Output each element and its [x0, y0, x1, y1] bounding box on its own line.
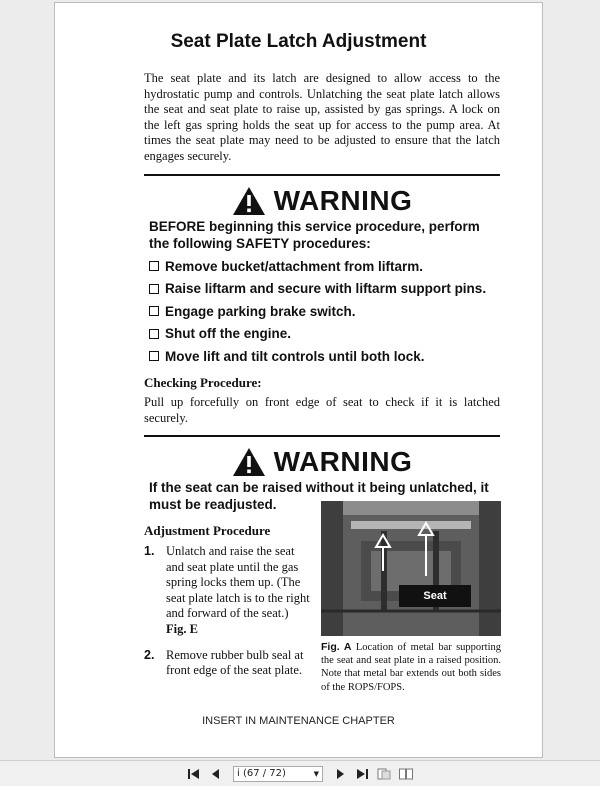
checkbox-icon [149, 306, 159, 316]
seat-label: Seat [423, 590, 447, 602]
checkbox-icon [149, 329, 159, 339]
checkbox-icon [149, 261, 159, 271]
page-title: Seat Plate Latch Adjustment [170, 31, 427, 52]
page-indicator: i (67 / 72) [237, 768, 286, 779]
next-page-icon[interactable] [332, 766, 348, 782]
warning-label: WARNING [273, 446, 413, 477]
figure-caption [321, 641, 501, 694]
divider [144, 435, 500, 437]
warning-triangle-icon [232, 447, 266, 477]
warning-intro: BEFORE beginning this service procedure, perform the following SAFETY procedures: [149, 219, 480, 251]
list-item: Move lift and tilt controls until both lock. [149, 345, 499, 368]
viewer-toolbar [0, 760, 600, 786]
list-item: Raise liftarm and secure with liftarm support pins. [149, 278, 499, 301]
figure-reference: Fig. E [166, 621, 198, 636]
warning-heading-1 [144, 183, 500, 219]
chevron-down-icon: ▼ [313, 769, 319, 778]
last-page-icon[interactable] [354, 766, 370, 782]
checking-text: Pull up forcefully on front edge of seat to check if it is latched securely. [144, 395, 500, 425]
checkbox-icon [149, 284, 159, 294]
figure-caption-label: Fig. A [321, 641, 352, 653]
prev-page-icon[interactable] [208, 766, 224, 782]
step-text: Unlatch and raise the seat and seat plate until the gas spring locks them up. (The seat plate latch is to the right and forward of the seat.) [166, 544, 310, 621]
figure-caption-text: Location of metal bar supporting the seat and seat plate in a raised position. Note that metal bar extends out both sides of the ROPS/FOPS. [321, 642, 502, 693]
checking-heading: Checking Procedure: [144, 375, 262, 390]
list-item: Remove bucket/attachment from liftarm. [149, 255, 499, 278]
list-item: Shut off the engine. [149, 323, 499, 346]
adjustment-steps [144, 544, 314, 689]
step-number: 2. [144, 647, 155, 662]
divider [144, 174, 500, 176]
intro-paragraph: The seat plate and its latch are designed to allow access to the hydrostatic pump and controls. Unlatching the seat plate latch allows the seat and seat plate to raise up, assisted by gas springs. A lock on the left gas spring holds the seat up for access to the pump area. At times the seat plate may need to be adjusted to ensure that the latch engages securely. [144, 71, 500, 163]
page-footer: INSERT IN MAINTENANCE CHAPTER [202, 715, 395, 727]
safety-checklist [149, 255, 499, 368]
first-page-icon[interactable] [186, 766, 202, 782]
warning-triangle-icon [232, 186, 266, 216]
seat-figure-illustration [321, 501, 501, 636]
step-number: 1. [144, 544, 155, 558]
page-select[interactable] [233, 766, 323, 782]
warning-2-text: If the seat can be raised without it being unlatched, it must be readjusted. [149, 480, 489, 512]
checkbox-icon [149, 351, 159, 361]
two-page-view-icon[interactable] [398, 766, 414, 782]
document-page [54, 2, 543, 758]
single-page-view-icon[interactable] [376, 766, 392, 782]
seat-photo [321, 501, 501, 636]
step-text: Remove rubber bulb seal at front edge of the seat plate. [166, 647, 304, 678]
list-item: Engage parking brake switch. [149, 300, 499, 323]
warning-heading-2 [144, 444, 500, 480]
list-item [144, 544, 314, 638]
adjustment-heading: Adjustment Procedure [144, 523, 271, 538]
warning-label: WARNING [273, 185, 413, 216]
list-item [144, 648, 314, 679]
